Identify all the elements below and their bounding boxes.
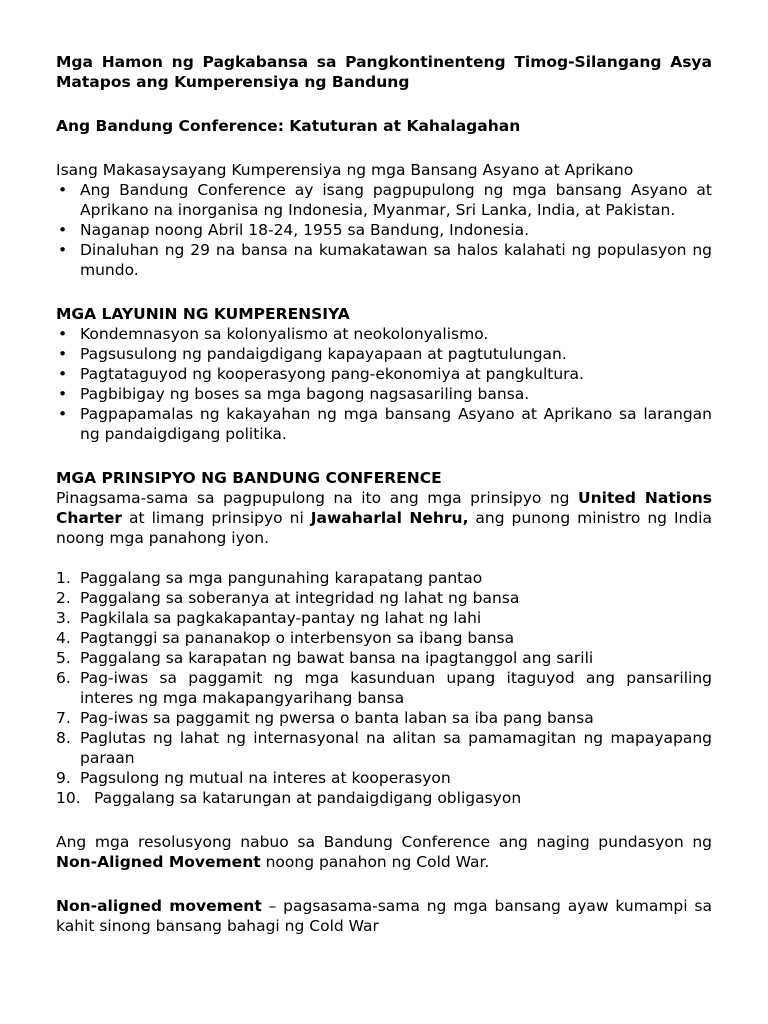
item-text: Pagtanggi sa pananakop o interbensyon sa ibang bansa	[80, 629, 515, 647]
list-item: • Pagtataguyod ng kooperasyong pang-ekonomiya at pangkultura.	[56, 364, 712, 384]
item-text: Pagkilala sa pagkakapantay-pantay ng lahat ng lahi	[80, 609, 482, 627]
section-heading-prinsipyo: MGA PRINSIPYO NG BANDUNG CONFERENCE	[56, 469, 442, 487]
item-text: Pag-iwas sa paggamit ng mga kasunduan upang itaguyod ang pansariling interes ng mga makapangyarihang bansa	[80, 669, 712, 707]
principles-list	[56, 568, 712, 808]
bandung-facts-list	[56, 180, 712, 280]
list-item: • Kondemnasyon sa kolonyalismo at neokolonyalismo.	[56, 324, 712, 344]
paragraph-text: noong panahon ng Cold War.	[260, 853, 490, 871]
section-subheading: Isang Makasaysayang Kumperensiya ng mga Bansang Asyano at Aprikano	[56, 161, 634, 179]
list-item	[56, 728, 712, 768]
item-number: 6.	[56, 669, 71, 687]
list-item	[56, 608, 712, 628]
item-text: Pag-iwas sa paggamit ng pwersa o banta laban sa iba pang bansa	[80, 709, 594, 727]
intro-text: at limang prinsipyo ni	[122, 509, 311, 527]
item-text: Paggalang sa soberanya at integridad ng lahat ng bansa	[80, 589, 520, 607]
item-text: Paggalang sa karapatan ng bawat bansa na ipagtanggol ang sarili	[80, 649, 594, 667]
nam-bold-term: Non-Aligned Movement	[56, 853, 261, 871]
item-text: Paglutas ng lahat ng internasyonal na alitan sa pamamagitan ng mapayapang paraan	[80, 729, 712, 767]
list-item	[56, 648, 712, 668]
section-heading-layunin: MGA LAYUNIN NG KUMPERENSIYA	[56, 305, 350, 323]
list-item: • Pagpapamalas ng kakayahan ng mga bansang Asyano at Aprikano sa larangan ng pandaigdigang politika.	[56, 404, 712, 444]
item-number: 7.	[56, 709, 71, 727]
list-item	[56, 628, 712, 648]
item-text: Pagsulong ng mutual na interes at kooperasyon	[80, 769, 451, 787]
item-number: 5.	[56, 649, 71, 667]
item-number: 1.	[56, 569, 71, 587]
list-item: • Pagbibigay ng boses sa mga bagong nagsasariling bansa.	[56, 384, 712, 404]
principles-intro	[56, 488, 712, 548]
section-heading-bandung: Ang Bandung Conference: Katuturan at Kahalagahan	[56, 117, 521, 135]
intro-text: ang punong ministro ng India noong mga panahong iyon.	[56, 509, 712, 547]
list-item: • Pagsusulong ng pandaigdigang kapayapaan at pagtutulungan.	[56, 344, 712, 364]
item-number: 4.	[56, 629, 71, 647]
list-item: • Ang Bandung Conference ay isang pagpupulong ng mga bansang Asyano at Aprikano na inorganisa ng Indonesia, Myanmar, Sri Lanka, India, at Pakistan.	[56, 180, 712, 220]
document-title: Mga Hamon ng Pagkabansa sa Pangkontinenteng Timog-Silangang Asya Matapos ang Kumperensiya ng Bandung	[56, 53, 712, 91]
nam-definition-paragraph	[56, 896, 712, 936]
item-number: 9.	[56, 769, 71, 787]
list-item	[56, 708, 712, 728]
item-text: Paggalang sa mga pangunahing karapatang pantao	[80, 569, 483, 587]
list-item	[56, 588, 712, 608]
item-number: 3.	[56, 609, 71, 627]
definition-text: – pagsasama-sama ng mga bansang ayaw kumampi sa kahit sinong bansang bahagi ng Cold War	[56, 897, 712, 935]
objectives-list	[56, 324, 712, 444]
list-item	[56, 668, 712, 708]
item-number: 2.	[56, 589, 71, 607]
item-number: 8.	[56, 729, 71, 747]
nam-definition-term: Non-aligned movement	[56, 897, 262, 915]
list-item	[56, 788, 712, 808]
intro-bold-un-charter: United Nations Charter	[56, 489, 712, 527]
paragraph-text: Ang mga resolusyong nabuo sa Bandung Conference ang naging pundasyon ng	[56, 833, 712, 851]
item-number: 10.	[56, 789, 81, 807]
intro-bold-nehru: Jawaharlal Nehru,	[310, 509, 469, 527]
list-item: • Naganap noong Abril 18-24, 1955 sa Bandung, Indonesia.	[56, 220, 712, 240]
nam-foundation-paragraph	[56, 832, 712, 872]
intro-text: Pinagsama-sama sa pagpupulong na ito ang mga prinsipyo ng	[56, 489, 579, 507]
item-text: Paggalang sa katarungan at pandaigdigang obligasyon	[94, 789, 522, 807]
list-item	[56, 568, 712, 588]
list-item: • Dinaluhan ng 29 na bansa na kumakatawan sa halos kalahati ng populasyon ng mundo.	[56, 240, 712, 280]
list-item	[56, 768, 712, 788]
